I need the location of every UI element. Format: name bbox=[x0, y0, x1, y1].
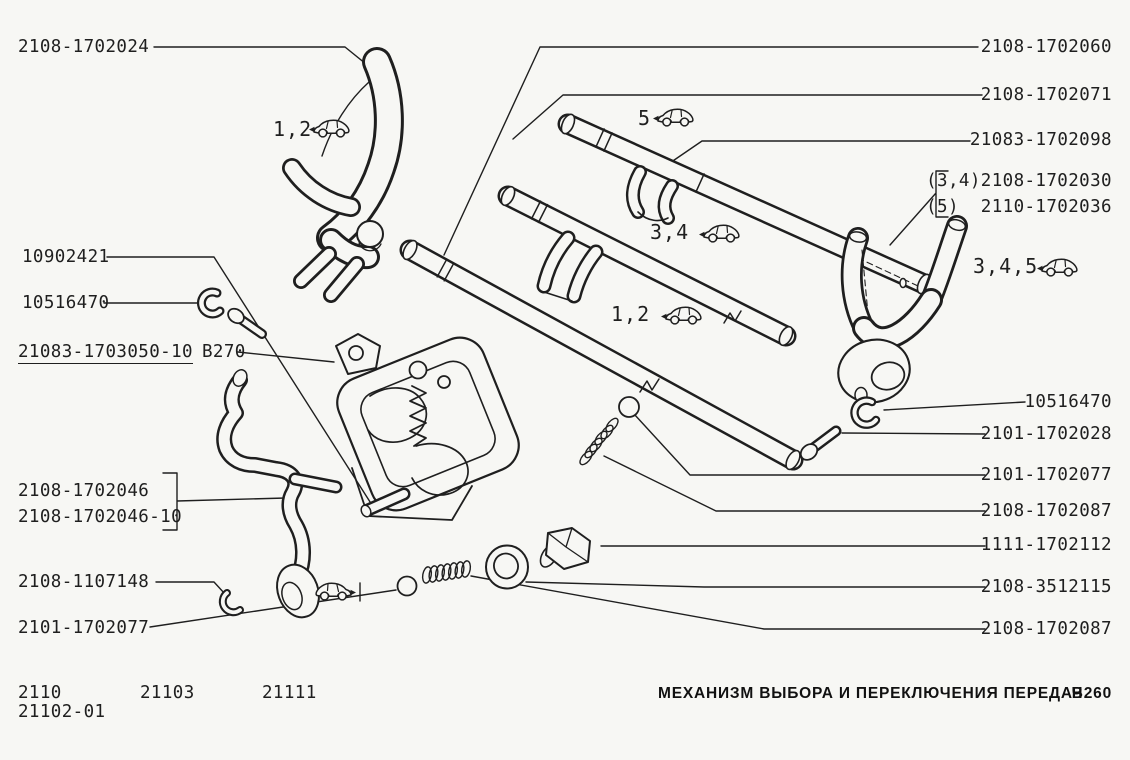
part-label-3512115: 2108-3512115 bbox=[980, 577, 1112, 597]
part-label-1702077-right: 2101-1702077 bbox=[980, 465, 1112, 485]
part-label-1702024: 2108-1702024 bbox=[18, 37, 150, 57]
part-label-1703050-suffix: В270 bbox=[201, 342, 246, 362]
part-label-1703050 bbox=[18, 343, 246, 364]
circlip-right bbox=[855, 401, 876, 425]
hex-plug bbox=[537, 528, 590, 570]
part-label-1107148: 2108-1107148 bbox=[18, 572, 150, 592]
part-label-1702036: (5) 2110-1702036 bbox=[926, 197, 1112, 217]
car-icon-1-2-mid bbox=[661, 307, 701, 324]
part-label-1702030: (3,4)2108-1702030 bbox=[926, 171, 1112, 191]
bolt-right bbox=[798, 431, 836, 463]
shift-rod-5 bbox=[559, 112, 933, 295]
part-label-10902421: 10902421 bbox=[22, 247, 110, 267]
detent-spring-upper bbox=[578, 416, 620, 466]
model-code-21102-01: 21102-01 bbox=[18, 702, 106, 722]
bolt-left bbox=[225, 306, 262, 334]
model-code-2110: 2110 bbox=[18, 683, 62, 703]
gear-callout-5: 5 bbox=[638, 106, 652, 130]
car-icon-3-4-5 bbox=[1037, 259, 1077, 276]
diagram-title: МЕХАНИЗМ ВЫБОРА И ПЕРЕКЛЮЧЕНИЯ ПЕРЕДАЧ bbox=[658, 685, 1084, 702]
gear-callout-3-4: 3,4 bbox=[650, 220, 690, 244]
fork-1st-2nd-gear bbox=[292, 62, 389, 295]
gear-callout-1-2-mid: 1,2 bbox=[611, 302, 651, 326]
detent-ball-lower bbox=[398, 577, 417, 596]
part-label-10516470-right: 10516470 bbox=[1024, 392, 1112, 412]
detent-ball-upper bbox=[619, 397, 639, 417]
car-icon-1-2-top bbox=[309, 120, 349, 137]
part-label-1702077-left: 2101-1702077 bbox=[18, 618, 150, 638]
part-label-1702087-lower: 2108-1702087 bbox=[980, 619, 1112, 639]
part-label-1702046-10: 2108-1702046-10 bbox=[18, 507, 183, 527]
part-label-1702028: 2101-1702028 bbox=[980, 424, 1112, 444]
gear-callout-3-4-5: 3,4,5 bbox=[973, 254, 1039, 278]
part-label-1702098: 21083-1702098 bbox=[969, 130, 1112, 150]
part-label-1702087-upper: 2108-1702087 bbox=[980, 501, 1112, 521]
circlip-left bbox=[201, 292, 220, 314]
car-icon-5 bbox=[653, 109, 693, 126]
part-label-10516470-left: 10516470 bbox=[22, 293, 110, 313]
fork-5th-gear bbox=[831, 218, 966, 410]
model-code-21103: 21103 bbox=[140, 683, 195, 703]
circlip-bottom-left bbox=[223, 593, 240, 612]
car-icon-3-4 bbox=[699, 225, 739, 242]
gear-callout-1-2-top: 1,2 bbox=[273, 117, 313, 141]
selector-mechanism bbox=[329, 330, 526, 520]
seal-washer bbox=[486, 546, 528, 589]
part-label-1703050-number: 21083-1703050-10 bbox=[18, 342, 193, 362]
part-label-1702046: 2108-1702046 bbox=[18, 481, 150, 501]
part-label-1702071: 2108-1702071 bbox=[980, 85, 1112, 105]
model-code-21111: 21111 bbox=[262, 683, 317, 703]
selector-lever bbox=[224, 368, 336, 624]
part-label-1702060: 2108-1702060 bbox=[980, 37, 1112, 57]
sheet-code: В260 bbox=[1071, 685, 1112, 702]
detent-spring-lower bbox=[421, 560, 471, 584]
part-label-1702112: 1111-1702112 bbox=[980, 535, 1112, 555]
